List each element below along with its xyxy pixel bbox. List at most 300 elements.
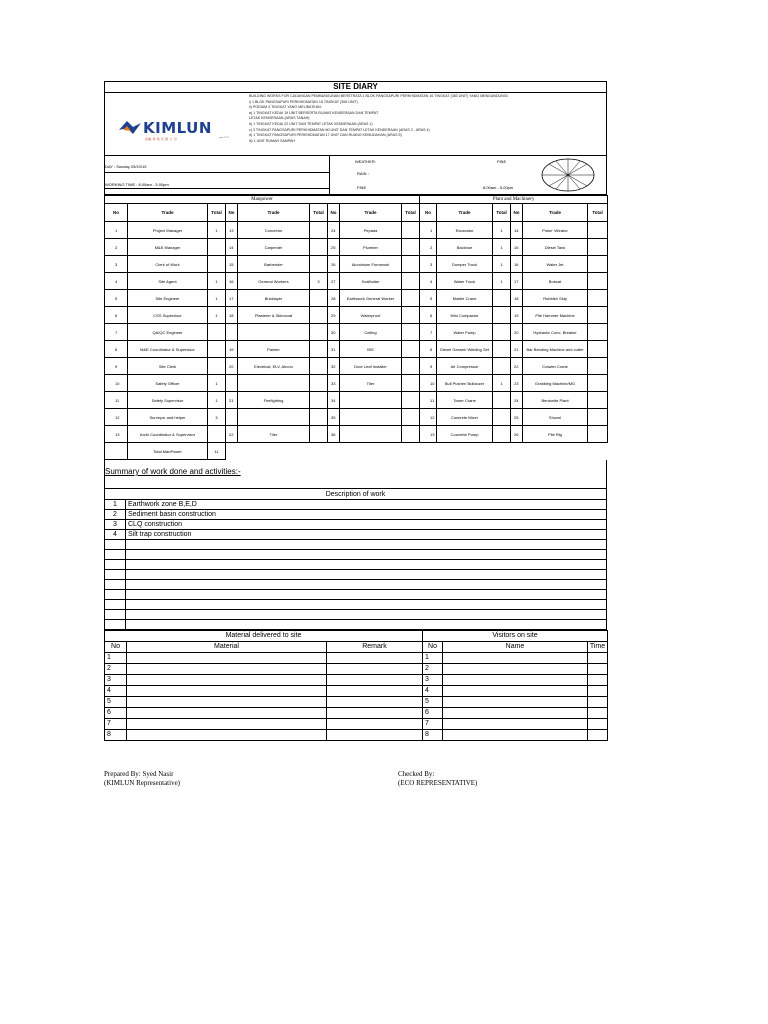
total-manpower-label: Total ManPower [128,443,208,460]
project-line: LETAK KENDERAAN (ARAS TANAH) [249,116,310,121]
trade-name: M&E Manager [128,239,208,256]
trade-total [493,307,511,324]
work-description [126,570,607,580]
row-number: 29 [328,307,340,324]
trade-total: 1 [208,222,226,239]
trade-total [208,239,226,256]
row-number: 14 [226,239,238,256]
row-number: 5 [420,290,437,307]
trade-total [208,358,226,375]
work-description [126,560,607,570]
trade-name [238,375,310,392]
material-row-number: 7 [105,719,127,730]
trade-name: Pile Rig [523,426,588,443]
trade-name [340,426,402,443]
visitor-row-number: 7 [423,719,443,730]
logo-emblem-icon [119,121,141,135]
row-number: 11 [420,392,437,409]
trade-total [588,409,608,426]
visitor-name [443,675,588,686]
day-field: DAY : Sunday 25/10/15 [105,164,147,169]
visitor-name [443,653,588,664]
material-remark [327,719,423,730]
checked-role: (ECO REPRESENTATIVE) [398,779,478,787]
group-header-row [105,196,608,204]
material-name [127,664,327,675]
visitor-row-number: 8 [423,730,443,741]
trade-total: 1 [493,273,511,290]
row-number: 2 [105,239,128,256]
trade-total [402,307,420,324]
logo-text: KIMLUN [143,119,212,137]
trade-name: Site Engineer [128,290,208,307]
row-number: 16 [226,273,238,290]
material-row-number: 3 [105,675,127,686]
trade-total [402,358,420,375]
row-number: 24 [511,392,523,409]
manpower-row [105,222,608,239]
trade-name: Archi Coordinator & Supervisor [128,426,208,443]
col-time: Time [588,642,608,653]
divider [105,188,329,189]
visitor-name [443,730,588,741]
material-name [127,675,327,686]
row-number: 20 [226,358,238,375]
trade-name: Pile Hammer Machine [523,307,588,324]
col-trade: Trade [128,204,208,222]
row-number: 18 [226,307,238,324]
manpower-row [105,358,608,375]
trade-total [588,273,608,290]
trade-total [402,409,420,426]
row-number: 23 [511,375,523,392]
row-number: 5 [105,290,128,307]
col-trade: Trade [340,204,402,222]
material-remark [327,730,423,741]
trade-name: Concrete Mixer [437,409,493,426]
work-description [126,550,607,560]
trade-name: Tiler [238,426,310,443]
trade-total [588,290,608,307]
trade-name: Aluminium Formwork [340,256,402,273]
trade-name [340,409,402,426]
trade-total [310,307,328,324]
trade-total: 1 [208,273,226,290]
row-number: 1 [420,222,437,239]
visitor-time [588,675,608,686]
row-number [226,409,238,426]
description-row [105,610,607,620]
material-visitor-row [105,653,608,664]
trade-name: Plasterer & Skimcoat [238,307,310,324]
description-row [105,520,607,530]
col-no: No [105,204,128,222]
visitors-header: Visitors on site [423,631,608,642]
row-number [105,590,126,600]
prepared-by-block [104,770,180,788]
trade-name: Hydraulic Conc. Breaker [523,324,588,341]
project-line: BUILDING WORKS FOR CADANGAN PEMBANGUNAN BERSTRATA 1 BLOK PANGSAPURI PERKHIDMATAN 16 TINGKAT (383 UNIT) YANG MENGANDUNGI: [249,94,509,98]
manpower-row [105,256,608,273]
column-header-row [105,204,608,222]
row-number: 15 [226,256,238,273]
description-row [105,620,607,630]
summary-heading: Summary of work done and activities:- [105,467,241,476]
trade-name: Bentonite Plant [523,392,588,409]
trade-name: Site Agent [128,273,208,290]
trade-name: Painter [238,341,310,358]
material-header: Material delivered to site [105,631,423,642]
manpower-row [105,426,608,443]
row-number [105,580,126,590]
trade-name: M&E Coordinator & Supervisor [128,341,208,358]
checked-by-block [398,770,477,788]
work-description: Earthwork zone B,E,D [126,500,607,510]
trade-total: 1 [493,375,511,392]
description-row [105,590,607,600]
row-number [105,620,126,630]
visitor-name [443,719,588,730]
col-total: Total [493,204,511,222]
row-number: 25 [328,239,340,256]
row-number: 17 [511,273,523,290]
trade-name: Bull Pusher/ Bulldozer [437,375,493,392]
trade-total [588,256,608,273]
trade-name: Poker Vibrator [523,222,588,239]
trade-total [208,341,226,358]
work-description: Silt trap construction [126,530,607,540]
visitor-name [443,686,588,697]
visitor-time [588,686,608,697]
material-remark [327,686,423,697]
trade-total [402,426,420,443]
material-visitor-row [105,708,608,719]
weather-value: FINE [497,159,507,164]
trade-total: 1 [493,256,511,273]
trade-total [588,426,608,443]
trade-total [588,307,608,324]
work-description [126,610,607,620]
row-number: 8 [420,341,437,358]
row-number: 33 [328,375,340,392]
row-number: 7 [420,324,437,341]
fine-label: FINE [357,185,367,190]
col-total: Total [402,204,420,222]
document-title: SITE DIARY [104,81,607,93]
row-number: 1 [105,500,126,510]
col-remark: Remark [327,642,423,653]
row-number: 20 [511,324,523,341]
visitor-row-number: 6 [423,708,443,719]
section-header-row [105,631,608,642]
trade-name: Surveyor and helper [128,409,208,426]
row-number: 36 [328,426,340,443]
visitor-name [443,708,588,719]
row-number: 24 [328,222,340,239]
material-row-number: 2 [105,664,127,675]
description-row [105,550,607,560]
trade-name: Electrical, ELV, Aircon [238,358,310,375]
plant-header: Plant and Machinery [420,196,608,204]
trade-total: 3 [208,409,226,426]
trade-name: Backhoe [437,239,493,256]
project-line: iii) 1 UNIT RUMAH SAMPAH [249,138,295,143]
material-remark [327,664,423,675]
material-row-number: 8 [105,730,127,741]
logo-tagline: since 1977 [219,137,229,139]
description-row [105,560,607,570]
row-number: 2 [105,510,126,520]
material-visitor-row [105,719,608,730]
trade-name: Carpenter [238,239,310,256]
row-number: 16 [511,256,523,273]
col-name: Name [443,642,588,653]
site-diary-sheet [104,81,607,741]
trade-total: 3 [310,273,328,290]
trade-total [310,358,328,375]
trade-total [493,358,511,375]
trade-name: Shovel [523,409,588,426]
row-number: 7 [105,324,128,341]
row-number: 31 [328,341,340,358]
trade-total [493,426,511,443]
material-remark [327,708,423,719]
trade-total [310,290,328,307]
row-number: 13 [105,426,128,443]
work-description: CLQ construction [126,520,607,530]
row-number: 22 [226,426,238,443]
project-line: d) 1 TINGKAT PANGSAPURI PERKHIDMATAN 17 UNIT DAN RUANG KEMUDAHAN (ARAS 5) [249,133,402,138]
trade-total [310,392,328,409]
row-number [105,550,126,560]
material-remark [327,697,423,708]
weather-clock-wheel-icon [541,158,595,192]
col-total: Total [310,204,328,222]
trade-name: CSS Supervisor [128,307,208,324]
trade-total: 1 [208,307,226,324]
description-row [105,540,607,550]
col-no: No [105,642,127,653]
company-logo [119,117,239,139]
material-visitor-row [105,675,608,686]
trade-name: Dumper Truck [437,256,493,273]
trade-name: Crawler Crane [523,358,588,375]
material-name [127,708,327,719]
trade-total [208,324,226,341]
row-number: 26 [328,256,340,273]
row-number: 3 [105,256,128,273]
blank [226,443,608,460]
trade-total [208,426,226,443]
material-visitor-row [105,664,608,675]
trade-total [402,239,420,256]
trade-name: Concretor [238,222,310,239]
col-material: Material [127,642,327,653]
row-number: 12 [420,409,437,426]
material-name [127,653,327,664]
trade-name: Bar Bending Machine and cutter [523,341,588,358]
trade-name: Project Manager [128,222,208,239]
visitor-name [443,697,588,708]
visitor-time [588,719,608,730]
description-row [105,510,607,520]
row-number: 19 [226,341,238,358]
row-number: 32 [328,358,340,375]
row-number: 3 [420,256,437,273]
row-number [105,600,126,610]
trade-total [588,324,608,341]
trade-name [340,392,402,409]
trade-name: Plumber [340,239,402,256]
trade-total [588,341,608,358]
trade-total [588,222,608,239]
row-number [105,540,126,550]
row-number: 6 [105,307,128,324]
trade-name: Ceiling [340,324,402,341]
row-number [105,610,126,620]
trade-total [493,341,511,358]
trade-name: Pepada [340,222,402,239]
material-name [127,686,327,697]
row-number: 17 [226,290,238,307]
row-number: 26 [511,426,523,443]
material-row-number: 4 [105,686,127,697]
description-row [105,530,607,540]
row-number: 1 [105,222,128,239]
trade-total [402,324,420,341]
trade-name: Water Pump [437,324,493,341]
trade-name: Diesel Tank [523,239,588,256]
trade-name: Excavator [437,222,493,239]
row-number: 13 [226,222,238,239]
material-remark [327,653,423,664]
row-number: 14 [511,222,523,239]
header-block [104,93,607,156]
visitor-time [588,653,608,664]
trade-total [493,409,511,426]
manpower-row [105,392,608,409]
material-name [127,730,327,741]
trade-name: Earthwork General Worker [340,290,402,307]
row-number: 4 [105,530,126,540]
trade-total [402,273,420,290]
trade-name: General Workers [238,273,310,290]
trade-name: Tiler [340,375,402,392]
row-number: 21 [511,341,523,358]
trade-total [310,341,328,358]
visitor-time [588,697,608,708]
row-number: 21 [226,392,238,409]
work-description [126,600,607,610]
trade-total [402,256,420,273]
row-number [226,375,238,392]
trade-name [238,324,310,341]
manpower-header: Manpower [105,196,420,204]
trade-name: QA/QC Engineer [128,324,208,341]
col-no: No [420,204,437,222]
trade-total [493,290,511,307]
row-number: 15 [511,239,523,256]
row-number: 18 [511,290,523,307]
work-description [126,580,607,590]
trade-name: Tower Crane [437,392,493,409]
work-description [126,620,607,630]
project-line: c) 3 TINGKAT PANGSAPURI PERKHIDMATAN 60 UNIT DAN TEMPAT LETAK KENDERAAN (ARAS 2 - ARAS 4) [249,127,430,132]
manpower-row [105,307,608,324]
manpower-row [105,239,608,256]
col-no: No [328,204,340,222]
manpower-row [105,409,608,426]
material-visitor-row [105,730,608,741]
trade-total [588,392,608,409]
row-number: 6 [420,307,437,324]
visitor-time [588,730,608,741]
trade-name: Safety Supervisor [128,392,208,409]
trade-total [588,358,608,375]
manpower-table [104,195,608,460]
logo-subtitle: 金輪 建 築 有 限 公 司 [145,137,177,141]
prepared-role: (KIMLUN Representative) [104,779,181,787]
info-block [104,156,607,195]
trade-name: Scaffolder [340,273,402,290]
trade-total [310,324,328,341]
summary-heading-box [104,460,607,489]
material-visitor-row [105,686,608,697]
visitor-row-number: 2 [423,664,443,675]
manpower-row [105,324,608,341]
work-description [126,590,607,600]
row-number: 35 [328,409,340,426]
row-number: 34 [328,392,340,409]
project-description [249,94,605,144]
material-remark [327,675,423,686]
trade-name: Air Compressor [437,358,493,375]
trade-name: Diesel Genset/ Welding Set [437,341,493,358]
trade-total: 1 [208,392,226,409]
trade-name: Rubbish Skip [523,290,588,307]
trade-total [208,256,226,273]
row-number: 27 [328,273,340,290]
trade-total [402,341,420,358]
row-number: 13 [420,426,437,443]
trade-total: 1 [208,375,226,392]
trade-total [402,375,420,392]
trade-name: Site Clerk [128,358,208,375]
trade-total [310,256,328,273]
project-line: a) 1 TINGKAT KEDAI 19 UNIT BERSERTA RUANG KENDERAAN DAN TEMPAT [249,110,379,115]
checked-by: Checked By: [398,770,435,778]
trade-total [493,324,511,341]
visitor-name [443,664,588,675]
manpower-row [105,375,608,392]
row-number: 3 [105,520,126,530]
trade-total [588,375,608,392]
trade-name: Grabbing Machine/MG [523,375,588,392]
prepared-by: Prepared By: Syed Nasir [104,770,174,778]
col-no: No [226,204,238,222]
desc-header-row [105,489,607,500]
row-number [105,560,126,570]
row-number: 12 [105,409,128,426]
total-manpower-value: 11 [208,443,226,460]
trade-name: Concrete Pump [437,426,493,443]
trade-total [402,222,420,239]
fine-time: 8.00am - 5.00pm [483,185,514,190]
material-row-number: 5 [105,697,127,708]
material-visitor-table [104,630,608,741]
row-number [226,324,238,341]
row-number: 4 [105,273,128,290]
